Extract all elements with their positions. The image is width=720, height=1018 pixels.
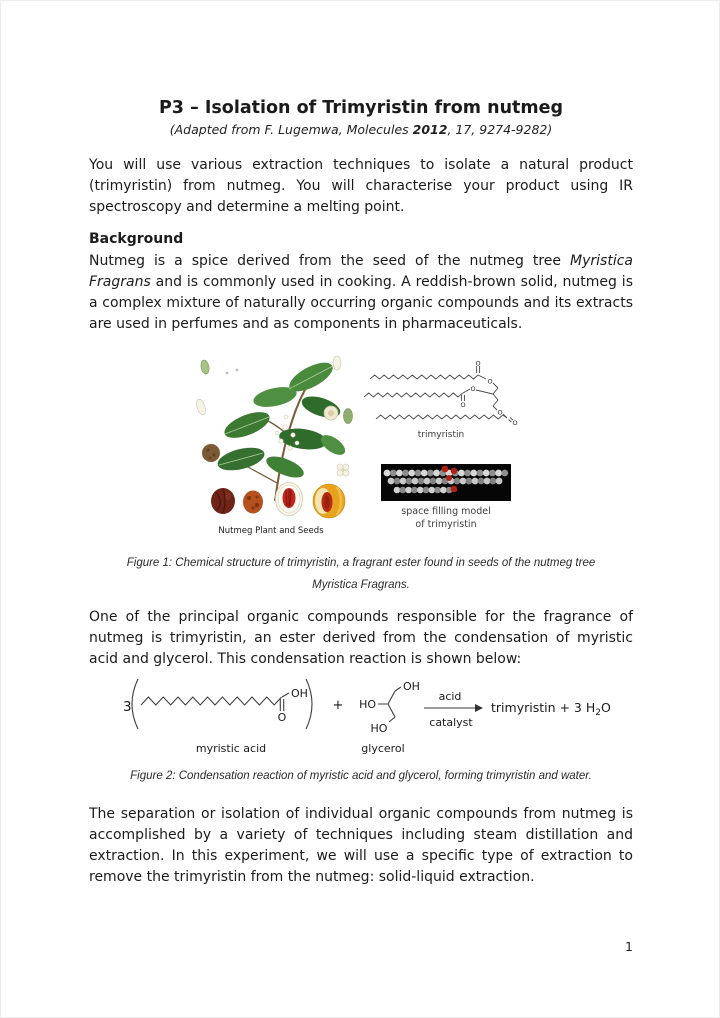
figure1-caption — [69, 552, 653, 596]
arrow-condition-top: acid — [438, 690, 462, 703]
oxygen-atom: O — [497, 408, 503, 417]
subtitle-text-1: (Adapted from F. Lugemwa, Molecules — [169, 122, 413, 137]
arrow-condition-bottom: catalyst — [429, 716, 473, 729]
reaction-scheme — [89, 669, 633, 757]
glycerol-backbone — [493, 388, 498, 406]
hydroxyl-label: HO — [370, 722, 388, 735]
oxygen-atom: O — [277, 711, 287, 724]
oxygen-atom: O — [470, 385, 476, 393]
hydroxyl-label: OH — [403, 680, 420, 693]
stoichiometry-coefficient: 3 — [123, 699, 132, 715]
glycerol-label: glycerol — [361, 742, 405, 755]
figure1-caption-line2: Myristica Fragrans. — [312, 579, 410, 591]
intro-paragraph: You will use various extraction techniques to isolate a natural product (trimyristin) from nutmeg. You will characterise your product using IR spectroscopy and determine a melting point. — [89, 157, 633, 215]
spacefill-caption — [362, 505, 530, 531]
product-subscript: 2 — [595, 708, 601, 718]
page-subtitle — [89, 122, 633, 137]
plus-sign: + — [332, 698, 344, 713]
background-heading: Background — [89, 231, 184, 247]
spacefill-caption-line1: space filling model — [401, 506, 491, 517]
trimyristin-structure-label: trimyristin — [417, 430, 465, 440]
subtitle-text-2: , 17, 9274-9282) — [447, 122, 553, 137]
background-species-italic: Myristica Fragrans — [89, 253, 633, 290]
spacefill-model-image — [381, 464, 511, 501]
body-paragraph-2: One of the principal organic compounds responsible for the fragrance of nutmeg is trimyristin, an ester derived from the condensation of myristic acid and glycerol. This condensation reaction is shown below: — [89, 609, 633, 667]
left-parenthesis — [132, 679, 138, 729]
background-paragraph — [89, 251, 633, 335]
page-title: P3 – Isolation of Trimyristin from nutmeg — [158, 98, 564, 118]
product-text-end: O — [601, 700, 611, 715]
c-oh-bond — [282, 693, 289, 697]
myristate-chain-bottom — [376, 415, 503, 419]
myristic-acid-label: myristic acid — [195, 742, 267, 755]
product-text: trimyristin + 3 H — [491, 700, 596, 715]
myristic-acid-chain — [141, 697, 282, 705]
subtitle-year-bold: 2012 — [412, 122, 448, 137]
atom-row-2 — [388, 478, 503, 485]
page-number: 1 — [625, 939, 633, 954]
botanical-detail-sketches — [195, 356, 353, 495]
myristate-chain-top — [370, 375, 478, 379]
background-text-1: Nutmeg is a spice derived from the seed of the nutmeg tree — [89, 253, 571, 269]
figure1-caption-line1: Figure 1: Chemical structure of trimyristin, a fragrant ester found in seeds of the nutmeg tree — [126, 557, 596, 569]
oxygen-atom: O — [475, 361, 481, 368]
oxygen-atom: O — [487, 377, 493, 386]
plant-caption: Nutmeg Plant and Seeds — [218, 526, 324, 536]
hydroxyl-label: OH — [291, 687, 308, 700]
nutmeg-plant-illustration — [187, 353, 355, 537]
hydroxyl-label: HO — [359, 698, 376, 711]
carbonyl-double-bond — [280, 699, 283, 711]
ester-bond-middle — [463, 389, 493, 394]
figure2-caption: Figure 2: Condensation reaction of myristic acid and glycerol, forming trimyristin and water. — [130, 770, 592, 782]
glycerol-bonds — [378, 687, 401, 722]
spacefill-caption-line2: of trimyristin — [415, 519, 477, 530]
product-label — [491, 700, 611, 718]
body-paragraph-3: The separation or isolation of individual organic compounds from nutmeg is accomplished by a variety of techniques including steam distillation and extraction. In this experiment, we will use a specific type of extraction to remove the trimyristin from the nutmeg: solid-liquid extraction. — [89, 806, 633, 885]
background-text-2: and is commonly used in cooking. A reddish-brown solid, nutmeg is a complex mixture of naturally occurring organic compounds and its extracts are used in perfumes and as components in pharmaceuticals. — [89, 274, 633, 332]
oxygen-atom: O — [512, 419, 518, 427]
myristate-chain-middle — [364, 393, 463, 397]
oxygen-atom: O — [460, 401, 466, 409]
reaction-arrowhead — [475, 704, 483, 712]
trimyristin-structure-drawing — [364, 361, 518, 429]
nutmeg-seeds-row — [211, 483, 345, 519]
